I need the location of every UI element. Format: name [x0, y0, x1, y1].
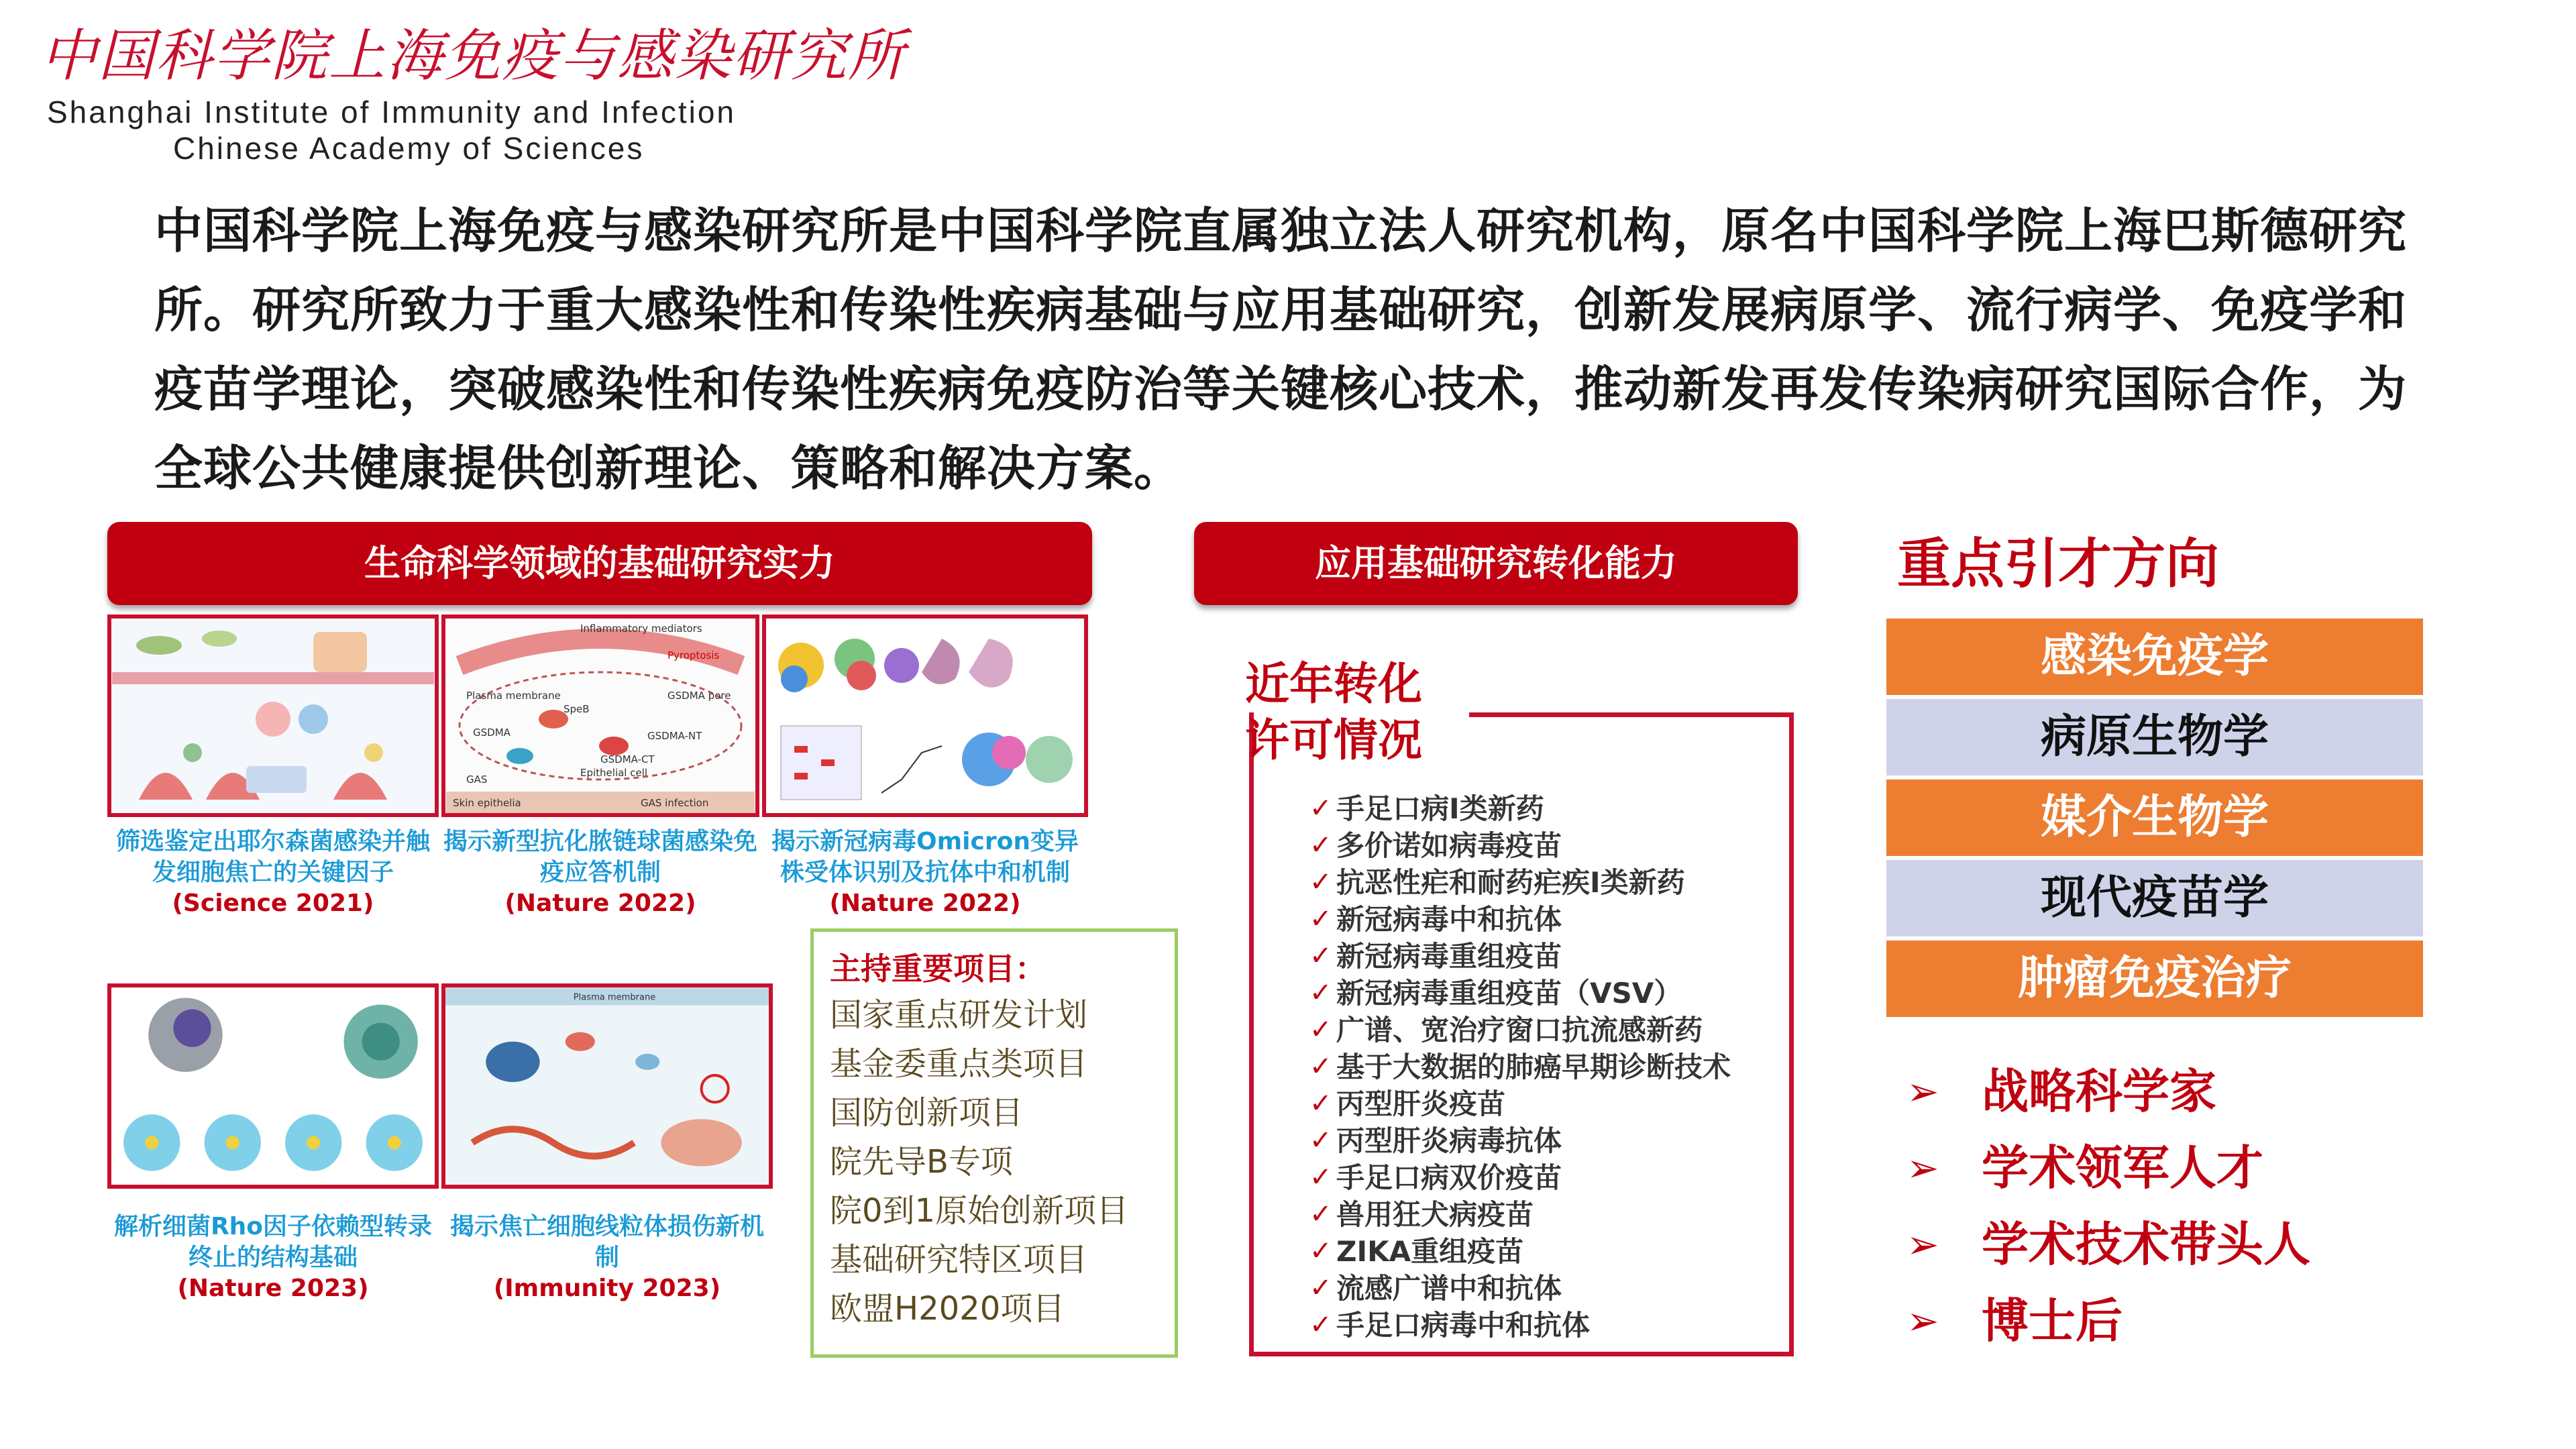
figure-4-caption-text: 解析细菌Rho因子依赖型转录终止的结构基础	[113, 1213, 433, 1271]
direction-card-infection-immunology: 感染免疫学	[1886, 619, 2423, 695]
figure-2-caption-text: 揭示新型抗化脓链球菌感染免疫应答机制	[443, 828, 757, 886]
check-icon: ✓	[1309, 904, 1332, 934]
arrow-bullet-icon: ➢	[1907, 1069, 1939, 1114]
figure-3-caption	[762, 826, 1088, 919]
check-icon: ✓	[1309, 793, 1332, 824]
logo-english-line2: Chinese Academy of Sciences	[173, 131, 645, 166]
license-item	[1309, 901, 1792, 938]
license-item-label: ZIKA重组疫苗	[1336, 1235, 1524, 1268]
license-item	[1309, 1196, 1792, 1233]
license-item-label: 多价诺如病毒疫苗	[1336, 829, 1562, 862]
figure-omicron-receptor	[762, 614, 1088, 817]
license-item-label: 广谱、宽治疗窗口抗流感新药	[1336, 1014, 1703, 1046]
check-icon: ✓	[1309, 977, 1332, 1008]
talent-type-label: 学术领军人才	[1982, 1140, 2263, 1195]
basic-research-banner: 生命科学领域的基础研究实力	[107, 522, 1092, 605]
license-item	[1309, 1270, 1792, 1307]
fig2-label-ct: GSDMA-CT	[600, 753, 655, 765]
talent-type-label: 博士后	[1982, 1293, 2123, 1348]
fig2-label-nt: GSDMA-NT	[647, 730, 702, 742]
license-item-label: 手足口病双价疫苗	[1336, 1161, 1562, 1194]
license-item-label: 新冠病毒重组疫苗（VSV）	[1336, 977, 1682, 1010]
fig2-label-pore: GSDMA pore	[667, 690, 731, 702]
license-title-line2: 许可情况	[1245, 714, 1422, 766]
intro-paragraph: 中国科学院上海免疫与感染研究所是中国科学院直属独立法人研究机构，原名中国科学院上海巴斯德研究所。研究所致力于重大感染性和传染性疾病基础与应用基础研究，创新发展病原学、流行病学、免疫学和疫苗学理论，突破感染性和传染性疾病免疫防治等关键核心技术，推动新发再发传染病研究国际合作，为全球公共健康提供创新理论、策略和解决方案。	[154, 203, 2408, 496]
license-item-label: 手足口病毒中和抗体	[1336, 1309, 1591, 1342]
figure-1-illustration	[111, 619, 435, 813]
project-item: 国防创新项目	[830, 1094, 1024, 1132]
check-icon: ✓	[1309, 1273, 1332, 1303]
project-item: 欧盟H2020项目	[830, 1290, 1065, 1328]
direction-card-pathogen-biology: 病原生物学	[1886, 699, 2423, 775]
check-icon: ✓	[1309, 867, 1332, 898]
license-item-label: 抗恶性疟和耐药疟疾Ⅰ类新药	[1336, 866, 1685, 899]
license-box-top-border	[1469, 712, 1794, 717]
license-item	[1309, 1307, 1792, 1344]
license-title	[1245, 656, 1422, 769]
figure-5-reference: (Immunity 2023)	[493, 1275, 721, 1302]
figure-5-caption-text: 揭示焦亡细胞线粒体损伤新机制	[449, 1213, 764, 1271]
check-icon: ✓	[1309, 1125, 1332, 1156]
figure-1-caption	[107, 826, 439, 919]
figure-rho-termination	[107, 983, 439, 1189]
fig2-label-epithelial: Epithelial cell	[580, 767, 648, 779]
figure-mitochondria-damage	[441, 983, 773, 1189]
figure-3-caption-text: 揭示新冠病毒Omicron变异株受体识别及抗体中和机制	[771, 828, 1079, 886]
check-icon: ✓	[1309, 1162, 1332, 1193]
license-title-line1: 近年转化	[1245, 658, 1422, 710]
license-list	[1309, 790, 1792, 1344]
talent-type-label: 战略科学家	[1982, 1064, 2216, 1119]
talent-type-item	[1907, 1206, 2310, 1283]
license-item	[1309, 1159, 1792, 1196]
project-item: 国家重点研发计划	[830, 996, 1088, 1034]
talent-type-item	[1907, 1130, 2310, 1206]
applied-research-banner: 应用基础研究转化能力	[1194, 522, 1798, 605]
fig2-label-skin: Skin epithelia	[453, 797, 521, 809]
license-item	[1309, 1049, 1792, 1085]
check-icon: ✓	[1309, 830, 1332, 861]
fig2-label-gsdma: GSDMA	[473, 727, 511, 739]
figure-2-reference: (Nature 2022)	[504, 890, 696, 917]
direction-card-vector-biology: 媒介生物学	[1886, 780, 2423, 856]
talent-type-list	[1907, 1053, 2310, 1359]
license-item	[1309, 1012, 1792, 1049]
check-icon: ✓	[1309, 1051, 1332, 1082]
project-item: 基金委重点类项目	[830, 1045, 1088, 1083]
license-item-label: 丙型肝炎病毒抗体	[1336, 1124, 1562, 1157]
fig2-label-gas-infection: GAS infection	[641, 797, 709, 809]
figure-2-illustration	[445, 619, 755, 813]
direction-card-tumor-immunotherapy: 肿瘤免疫治疗	[1886, 941, 2423, 1017]
figure-4-caption	[107, 1212, 439, 1304]
license-item	[1309, 790, 1792, 827]
figure-5-caption	[441, 1212, 773, 1304]
project-item: 基础研究特区项目	[830, 1241, 1088, 1279]
license-item	[1309, 938, 1792, 975]
talent-type-label: 学术技术带头人	[1982, 1217, 2310, 1272]
arrow-bullet-icon: ➢	[1907, 1145, 1939, 1191]
arrow-bullet-icon: ➢	[1907, 1222, 1939, 1267]
license-item	[1309, 864, 1792, 901]
figure-1-reference: (Science 2021)	[172, 890, 374, 917]
figure-3-illustration	[766, 619, 1084, 813]
license-item	[1309, 1233, 1792, 1270]
check-icon: ✓	[1309, 1199, 1332, 1230]
arrow-bullet-icon: ➢	[1907, 1298, 1939, 1344]
logo-chinese: 中国科学院上海免疫与感染研究所	[40, 23, 906, 89]
license-item-label: 新冠病毒重组疫苗	[1336, 940, 1562, 973]
check-icon: ✓	[1309, 941, 1332, 971]
figure-4-reference: (Nature 2023)	[177, 1275, 369, 1302]
figure-2-caption	[441, 826, 759, 919]
fig5-label-plasma: Plasma membrane	[573, 992, 656, 1003]
talent-type-item	[1907, 1283, 2310, 1359]
figure-4-illustration	[111, 987, 435, 1185]
fig2-label-gas: GAS	[466, 773, 488, 786]
figure-5-illustration	[445, 987, 769, 1185]
project-item: 院先导B专项	[830, 1143, 1013, 1181]
fig2-label-speb: SpeB	[564, 703, 590, 715]
license-item	[1309, 827, 1792, 864]
talent-type-item	[1907, 1053, 2310, 1130]
key-projects-box	[810, 928, 1178, 1358]
license-item	[1309, 1122, 1792, 1159]
figure-1-caption-text: 筛选鉴定出耶尔森菌感染并触发细胞焦亡的关键因子	[115, 828, 430, 886]
check-icon: ✓	[1309, 1014, 1332, 1045]
direction-card-modern-vaccinology: 现代疫苗学	[1886, 860, 2423, 936]
license-item-label: 兽用狂犬病疫苗	[1336, 1198, 1534, 1231]
license-item-label: 丙型肝炎疫苗	[1336, 1087, 1506, 1120]
license-item	[1309, 1085, 1792, 1122]
license-item	[1309, 975, 1792, 1012]
figure-yersinia-pyroptosis	[107, 614, 439, 817]
check-icon: ✓	[1309, 1088, 1332, 1119]
key-projects-title: 主持重要项目：	[830, 951, 1046, 987]
talent-direction-title: 重点引才方向	[1897, 533, 2219, 595]
license-item-label: 新冠病毒中和抗体	[1336, 903, 1562, 936]
figure-3-reference: (Nature 2022)	[829, 890, 1021, 917]
license-item-label: 流感广谱中和抗体	[1336, 1272, 1562, 1305]
fig2-label-inflammatory: Inflammatory mediators	[580, 623, 702, 635]
check-icon: ✓	[1309, 1309, 1332, 1340]
license-item-label: 基于大数据的肺癌早期诊断技术	[1336, 1051, 1731, 1083]
fig2-label-pyroptosis: Pyroptosis	[667, 649, 720, 661]
license-item-label: 手足口病Ⅰ类新药	[1336, 792, 1544, 825]
figure-streptococcus-immunity	[441, 614, 759, 817]
fig2-label-plasma: Plasma membrane	[466, 690, 561, 702]
check-icon: ✓	[1309, 1236, 1332, 1267]
project-item: 院0到1原始创新项目	[830, 1192, 1129, 1230]
logo-english-line1: Shanghai Institute of Immunity and Infection	[47, 95, 736, 129]
